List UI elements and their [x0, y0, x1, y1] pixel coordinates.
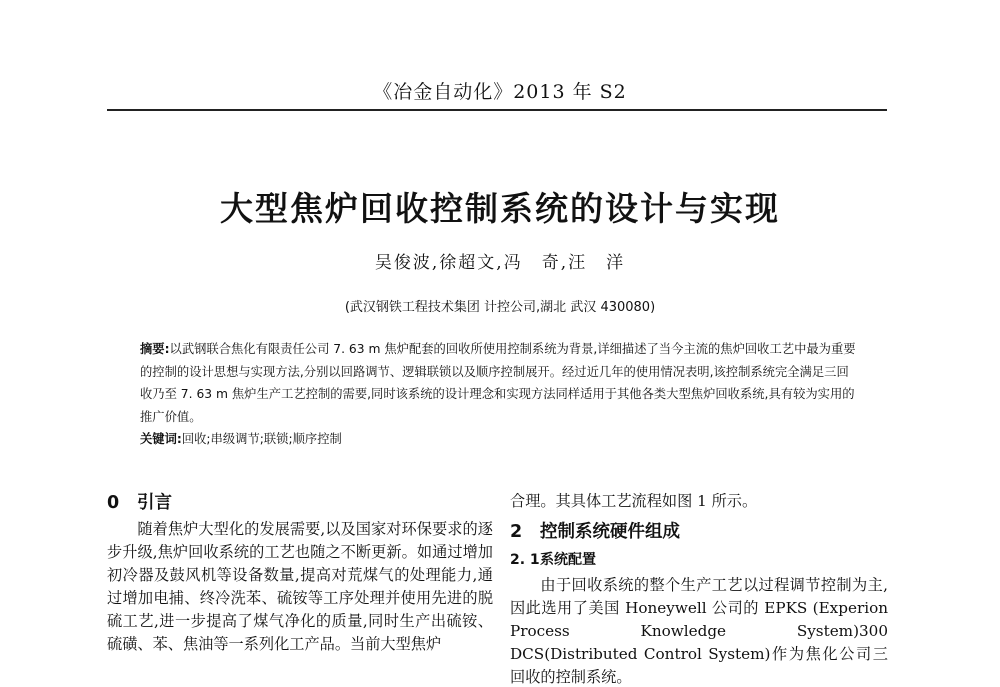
section-2-number: 2 [510, 522, 523, 542]
section-2-1-title: 系统配置 [540, 552, 596, 568]
continued-text: 合理。其具体工艺流程如图 1 所示。 [510, 492, 758, 510]
section-2-heading [510, 518, 888, 543]
abstract-text: 以武钢联合焦化有限责任公司 7. 63 m 焦炉配套的回收所使用控制系统为背景,详细描述了当今主流的焦炉回收工艺中最为重要的控制的设计思想与实现方法,分别以回路调节、逻辑联锁以及顺序控制展开。经过近几年的使用情况表明,该控制系统完全满足三回收乃至 7. 63 m 焦炉生产工艺控制的需要,同时该系统的设计理念和实现方法同样适用于其他各类大型焦炉回收系统,具有较为实用的推广价值。 [140, 342, 856, 424]
section-0-title: 引言 [137, 493, 172, 513]
abstract [140, 338, 860, 428]
journal-header: 《冶金自动化》2013 年 S2 [373, 81, 627, 103]
keywords-label: 关键词: [140, 432, 182, 446]
authors: 吴俊波,徐超文,冯 奇,汪 洋 [374, 253, 626, 273]
section-0-paragraph: 随着焦炉大型化的发展需要,以及国家对环保要求的逐步升级,焦炉回收系统的工艺也随之不断更新。如通过增加初冷器及鼓风机等设备数量,提高对荒煤气的处理能力,通过增加电捕、终冷洗苯、硫铵等工序处理并使用先进的脱硫工艺,进一步提高了煤气净化的质量,同时生产出硫铵、硫磺、苯、焦油等一系列化工产品。当前大型焦炉 [107, 520, 493, 653]
section-2-1-paragraph: 由于回收系统的整个生产工艺以过程调节控制为主,因此选用了美国 Honeywell 公司的 EPKS (Experion Process Knowledge System)300 DCS(Distributed Control System)作为焦化公司三回收的控制系统。 [510, 576, 888, 686]
section-2-title: 控制系统硬件组成 [540, 522, 680, 542]
section-0-heading [107, 489, 493, 514]
section-2-1-heading [510, 549, 888, 569]
header-rule [107, 109, 887, 111]
keywords-text: 回收;串级调节;联锁;顺序控制 [181, 432, 342, 446]
article-title: 大型焦炉回收控制系统的设计与实现 [220, 189, 780, 228]
affiliation: (武汉钢铁工程技术集团 计控公司,湖北 武汉 430080) [344, 300, 656, 315]
section-0-number: 0 [107, 493, 120, 513]
abstract-label: 摘要: [140, 342, 170, 356]
keywords [140, 428, 860, 451]
section-2-1-number: 2. 1 [510, 552, 540, 568]
